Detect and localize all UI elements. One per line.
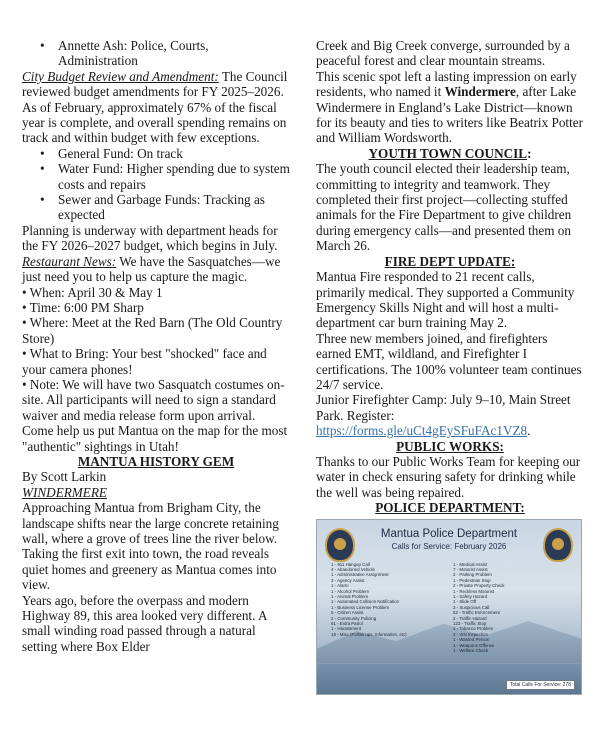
youth-heading-line — [316, 146, 584, 161]
police-heading: POLICE DEPARTMENT: — [375, 500, 525, 516]
call-item: 4 - Abandoned Vehicle — [331, 567, 375, 572]
call-item: 1 - Welfare Check — [453, 648, 489, 654]
call-item: 6 - Citizen Assist — [331, 610, 364, 616]
camp-register-link[interactable]: https://forms.gle/uCt4gEySFuFAc1VZ8 — [316, 423, 528, 439]
budget-fund-item: • General Fund: On track — [22, 146, 290, 161]
police-calls-image — [316, 519, 582, 695]
call-item: 1 - Alcohol Problem — [331, 588, 370, 594]
restaurant-title: Restaurant News: — [22, 253, 117, 269]
restaurant-item: • Note: We will have two Sasquatch costumes on-site. All participants will need to sign a standard waiver and media release form upon arrival. Come help us put Mantua on the map for the most "authentic" sightings in Utah! — [22, 376, 288, 454]
public-works-paragraph: Thanks to our Public Works Team for keeping our water in check ensuring safety for drinking while the well was being repaired. — [316, 453, 581, 500]
budget-paragraph — [22, 69, 290, 146]
call-item: 2 - Community Policing — [331, 615, 377, 621]
youth-paragraph: The youth council elected their leadership team, committing to integrity and teamwork. They completed their first project—collecting stuffed animals for the Fire Department to give children during emergency calls—and presented them on March 26. — [316, 161, 572, 254]
fire-heading: FIRE DEPT UPDATE: — [384, 253, 516, 269]
fire-paragraph-1: Mantua Fire responded to 21 recent calls, primarily medical. They supported a Community Emergency Skills Night and will host a multi-department car burn training May 2. — [316, 269, 575, 331]
call-item: 52 - Traffic Enforcement — [453, 610, 500, 616]
fire-camp-text: Junior Firefighter Camp: July 9–10, Main Street Park. Register: — [316, 392, 571, 423]
scenic-paragraph — [316, 69, 584, 146]
call-item: 3 - Agency Assist — [331, 577, 365, 583]
call-item: 1 - Slide Off — [453, 599, 477, 605]
budget-title: City Budget Review and Amendment: — [22, 68, 219, 84]
windermere-bold: Windermere — [444, 84, 516, 100]
call-item: 1 - Administrative Assignment — [331, 572, 389, 578]
police-card-subtitle: Calls for Service: February 2026 — [391, 541, 507, 551]
call-item: 1 - Medical Assist — [453, 561, 488, 567]
youth-heading-colon: : — [527, 145, 532, 161]
planning-paragraph: Planning is underway with department heads for the FY 2026–2027 budget, which begins in July. — [22, 222, 278, 254]
call-item: 2 - VIN Inspection — [453, 631, 488, 637]
history-heading: MANTUA HISTORY GEM — [77, 453, 235, 469]
restaurant-paragraph — [22, 254, 290, 285]
fire-link-period: . — [527, 423, 531, 439]
history-byline: By Scott Larkin — [22, 469, 107, 485]
call-item: 1 - Pedestrian Stop — [453, 577, 491, 583]
total-calls-label: Total Calls For Service: 278 — [506, 680, 575, 690]
right-column — [316, 38, 584, 695]
restaurant-item: • What to Bring: Your best "shocked" face and your camera phones! — [22, 346, 267, 377]
call-item: 1 - Harassment — [331, 626, 362, 632]
restaurant-item: • Time: 6:00 PM Sharp — [22, 299, 144, 315]
call-item: 3 - Suspicious Call — [453, 604, 490, 610]
call-item: 1 - Animal Problem — [331, 594, 369, 600]
call-item: 1 - Tobacco Problem — [453, 626, 494, 632]
fire-paragraph-2: Three new members joined, and firefighters earned EMT, wildland, and Firefighter I certifications. The 100% volunteer team continues 24/7 service. — [316, 330, 582, 392]
history-paragraph-2: Years ago, before the overpass and modern Highway 89, this area looked very different. A small winding road passed through a natural setting where Box Elder — [22, 592, 267, 654]
budget-fund-item: • Water Fund: Higher spending due to system costs and repairs — [22, 161, 290, 192]
call-item: 1 - Business License Problem — [331, 604, 390, 610]
council-assignment-annette: • Annette Ash: Police, Courts, Administration — [22, 38, 290, 69]
call-item: 1 - Safety Hazard — [453, 594, 488, 600]
scenic-text-end: , after Lake Windermere in England’s Lake District—known for its beauty and ties to writers like Beatrix Potter and William Wordsworth. — [316, 84, 583, 146]
budget-fund-list — [22, 146, 290, 223]
call-item: 2 - Private Property Check — [453, 583, 505, 589]
call-item: 7 - Motorist Assist — [453, 567, 488, 572]
youth-heading: YOUTH TOWN COUNCIL — [368, 145, 528, 161]
scenic-text-start: This scenic spot left a lasting impression on early residents, who named it — [316, 68, 577, 100]
call-item: 2 - Traffic Hazard — [453, 615, 487, 621]
restaurant-item: • When: April 30 & May 1 — [22, 284, 163, 300]
call-item: 123 - Traffic Stop — [453, 621, 487, 627]
police-card-title: Mantua Police Department — [380, 527, 518, 540]
fire-paragraph-3 — [316, 392, 584, 438]
call-item: 1 - Weapons Offense — [453, 642, 495, 648]
calls-list-right — [453, 562, 573, 654]
call-item: 1 - Alarm — [331, 583, 349, 589]
call-item: 61 - Extra Patrol — [331, 621, 363, 627]
call-item: 1 - Wanted Person — [453, 637, 490, 643]
budget-fund-item: • Sewer and Garbage Funds: Tracking as expected — [22, 192, 290, 223]
public-works-heading: PUBLIC WORKS: — [396, 438, 504, 454]
restaurant-item: • Where: Meet at the Red Barn (The Old Country Store) — [22, 315, 283, 346]
restaurant-text: We have the Sasquatches—we just need you to help us capture the magic. — [22, 253, 281, 285]
council-assignment-list — [22, 38, 290, 69]
calls-list-left — [331, 562, 449, 638]
call-item: 1 - Reckless Motorist — [453, 588, 494, 594]
budget-text: The Council reviewed budget amendments for FY 2025–2026. As of February, approximately 67% of the fiscal year is complete, and overall spending remains on track and within budget with few exceptions. — [22, 68, 288, 146]
history-continued: Creek and Big Creek converge, surrounded by a peaceful forest and clear mountain streams. — [316, 38, 570, 69]
call-item: 1 - 911 Hangup Call — [331, 561, 370, 567]
call-item: 1 - Automated Collision Notification — [331, 599, 400, 605]
left-column — [22, 38, 290, 654]
windermere-label: WINDERMERE — [22, 484, 107, 500]
call-item: 2 - Parking Problem — [453, 572, 492, 578]
history-paragraph-1: Approaching Mantua from Brigham City, the landscape shifts near the large concrete retaining wall, where a grove of trees line the river below. Taking the first exit into town, the road reveals quiet homes and greenery as Mantua comes into view. — [22, 500, 279, 593]
call-item: 18 - Misc (Follow ups, Information, etc) — [331, 631, 407, 637]
